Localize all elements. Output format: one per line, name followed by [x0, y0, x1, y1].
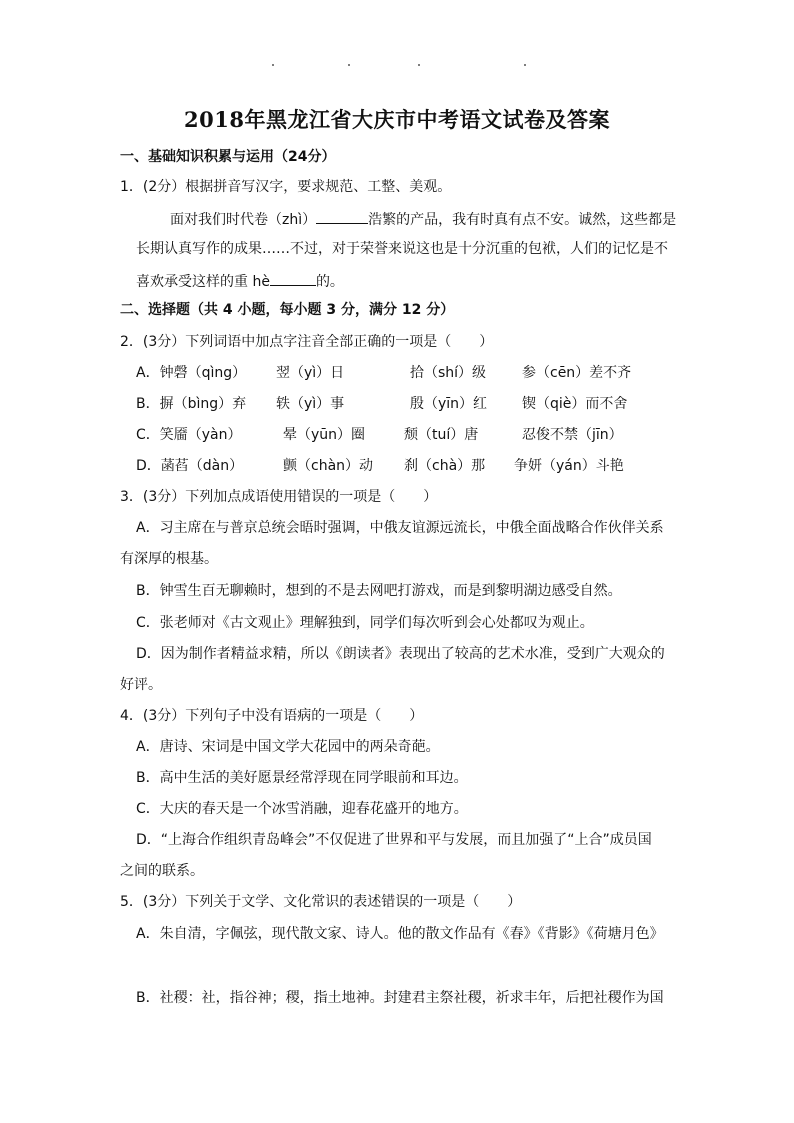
- q2-option-b-word: 锲（qiè）而不舍: [522, 396, 628, 412]
- q5-option-b[interactable]: B．社稷：社，指谷神；稷，指土地神。封建君主祭社稷，祈求丰年，后把社稷作为国: [136, 990, 664, 1006]
- q2-option-a-word: 拾（shí）级: [410, 365, 487, 381]
- section2-header: 二、选择题（共 4 小题，每小题 3 分，满分 12 分）: [120, 302, 455, 318]
- q1-stem: 1．(2分）根据拼音写汉字，要求规范、工整、美观。: [120, 179, 452, 195]
- q2-option-c-word: 晕（yūn）圈: [283, 427, 366, 443]
- q2-option-c-word: C．笑靥（yàn）: [136, 427, 242, 443]
- q4-option-d-cont: 之间的联系。: [120, 863, 204, 879]
- q4-option-c[interactable]: C．大庆的春天是一个冰雪消融，迎春花盛开的地方。: [136, 801, 468, 817]
- q2-stem: 2．(3分）下列词语中加点字注音全部正确的一项是（ ）: [120, 334, 494, 350]
- q3-option-d[interactable]: D．因为制作者精益求精，所以《朗读者》表现出了较高的艺术水准，受到广大观众的: [136, 646, 665, 662]
- q5-option-a[interactable]: A．朱自清，字佩弦，现代散文家、诗人。他的散文作品有《春》《背影》《荷塘月色》: [136, 926, 664, 942]
- q2-option-b[interactable]: [136, 395, 696, 413]
- q1-text: 喜欢承受这样的重 hè: [136, 274, 270, 290]
- dot: [272, 64, 274, 66]
- answer-blank-1[interactable]: [316, 209, 368, 224]
- q2-option-b-word: 殷（yīn）红: [410, 396, 488, 412]
- q2-option-a-word: 参（cēn）差不齐: [522, 365, 632, 381]
- dot: [418, 64, 420, 66]
- q2-option-d-word: D．菡萏（dàn）: [136, 458, 244, 474]
- q2-option-c-word: 忍俊不禁（jīn）: [522, 427, 623, 443]
- q3-option-b[interactable]: B．钟雪生百无聊赖时，想到的不是去网吧打游戏，而是到黎明湖边感受自然。: [136, 583, 622, 599]
- q3-option-a[interactable]: A．习主席在与普京总统会晤时强调，中俄友谊源远流长，中俄全面战略合作伙伴关系: [136, 520, 664, 536]
- q2-option-b-word: B．摒（bìng）弃: [136, 396, 247, 412]
- q2-option-d[interactable]: [136, 457, 696, 475]
- q3-option-a-cont: 有深厚的根基。: [120, 551, 218, 567]
- q2-option-d-word: 争妍（yán）斗艳: [514, 458, 624, 474]
- q1-text: 的。: [315, 274, 344, 290]
- q2-option-c-word: 颓（tuí）唐: [404, 427, 479, 443]
- q2-option-a[interactable]: [136, 364, 696, 382]
- dot: [524, 64, 526, 66]
- q4-option-d[interactable]: D．“上海合作组织青岛峰会”不仅促进了世界和平与发展，而且加强了“上合”成员国: [136, 832, 652, 848]
- q2-option-b-word: 轶（yì）事: [276, 396, 345, 412]
- q3-option-c[interactable]: C．张老师对《古文观止》理解独到，同学们每次听到会心处都叹为观止。: [136, 615, 594, 631]
- q4-option-b[interactable]: B．高中生活的美好愿景经常浮现在同学眼前和耳边。: [136, 770, 468, 786]
- q1-paragraph-line1: [170, 209, 676, 229]
- q3-stem: 3．(3分）下列加点成语使用错误的一项是（ ）: [120, 489, 438, 505]
- q1-text: 浩繁的产品，我有时真有点不安。诚然，这些都是: [368, 212, 677, 228]
- q3-option-d-cont: 好评。: [120, 677, 162, 693]
- q4-stem: 4．(3分）下列句子中没有语病的一项是（ ）: [120, 708, 424, 724]
- q5-stem: 5．(3分）下列关于文学、文化常识的表述错误的一项是（ ）: [120, 894, 522, 910]
- q1-paragraph-line3: [136, 271, 344, 291]
- q2-option-a-word: A．钟磬（qìng）: [136, 365, 247, 381]
- page-title: 2018年黑龙江省大庆市中考语文试卷及答案: [184, 107, 610, 132]
- dot: [348, 64, 350, 66]
- header-dots: [0, 60, 794, 70]
- answer-blank-2[interactable]: [270, 271, 316, 286]
- q1-text: 面对我们时代卷（zhì）: [170, 212, 317, 228]
- q4-option-a[interactable]: A．唐诗、宋词是中国文学大花园中的两朵奇葩。: [136, 739, 440, 755]
- q2-option-d-word: 颤（chàn）动: [283, 458, 374, 474]
- q1-paragraph-line2: 长期认真写作的成果……不过，对于荣誉来说这也是十分沉重的包袱，人们的记忆是不: [136, 241, 668, 257]
- q2-option-c[interactable]: [136, 426, 696, 444]
- section1-header: 一、基础知识积累与运用（24分）: [120, 149, 336, 165]
- q2-option-d-word: 刹（chà）那: [404, 458, 486, 474]
- q2-option-a-word: 翌（yì）日: [276, 365, 345, 381]
